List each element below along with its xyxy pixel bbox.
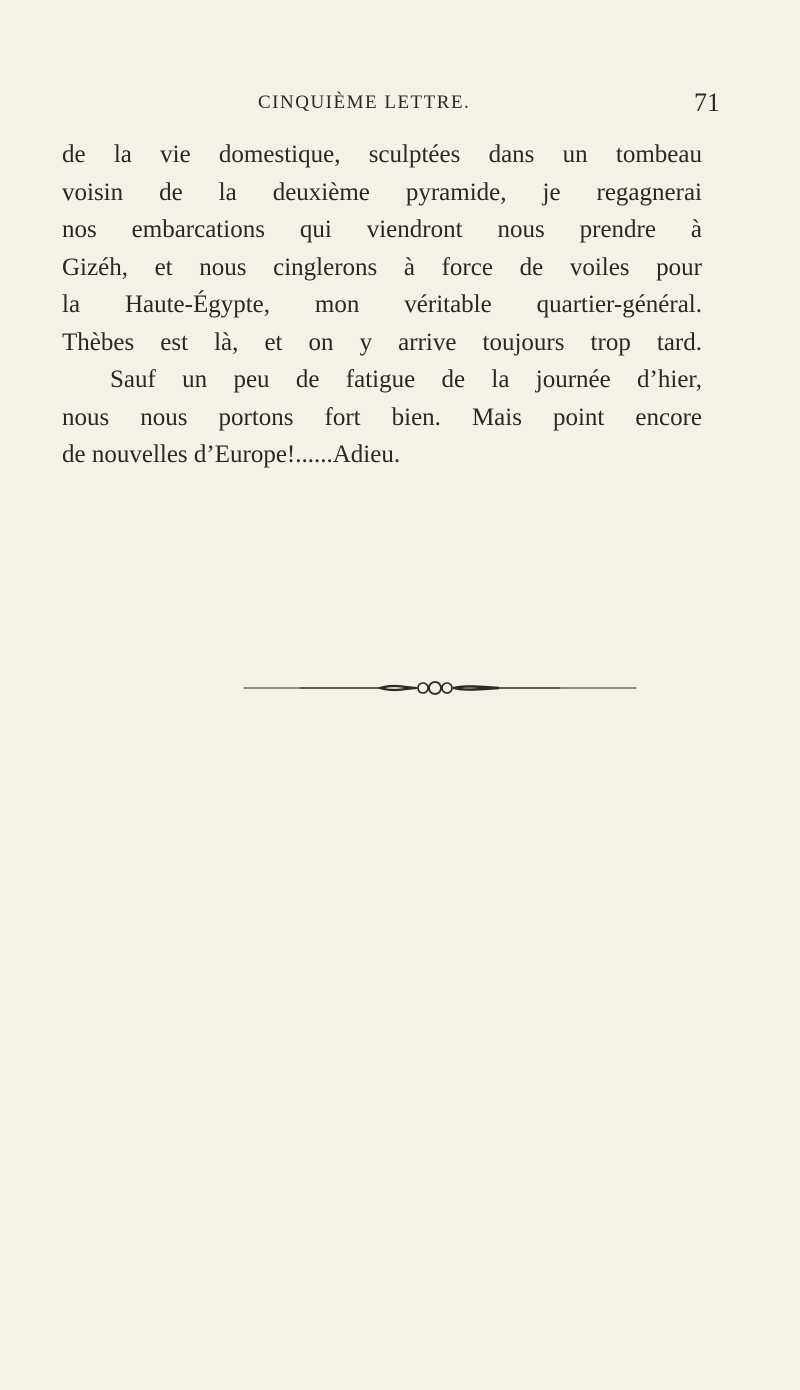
text-line: voisin de la deuxième pyramide, je regagnerai [62,178,702,206]
text-line: nous nous portons fort bien. Mais point encore [62,403,702,431]
tailpiece-rule-icon [240,668,640,708]
text-line: Sauf un peu de fatigue de la journée d’hier, [110,366,702,393]
text-line: nos embarcations qui viendront nous prendre à [62,216,702,243]
text-line: Gizéh, et nous cinglerons à force de voiles pour [62,253,702,281]
text-line: de la vie domestique, sculptées dans un tombeau [62,141,702,168]
text-line: de nouvelles d’Europe!......Adieu. [62,441,401,468]
text-line: Thèbes est là, et on y arrive toujours trop tard. [62,328,702,356]
running-head: CINQUIÈME LETTRE. [258,92,471,113]
body-text [62,136,702,474]
text-line: la Haute-Égypte, mon véritable quartier-général. [62,291,702,318]
page-number: 71 [694,88,720,117]
